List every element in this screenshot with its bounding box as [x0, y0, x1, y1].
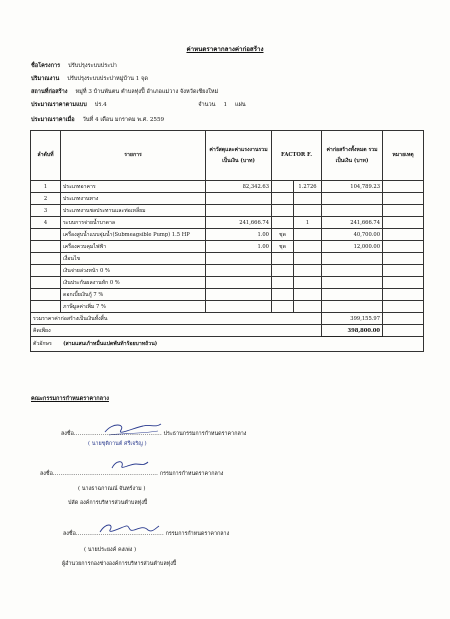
row-cost-cell [206, 289, 272, 301]
row-item-cell: ประเภทอาคาร [61, 181, 206, 193]
row-total-cell [322, 193, 383, 205]
row-factor-cell [294, 241, 322, 253]
row-no-cell [31, 277, 61, 289]
row-factor-cell [294, 253, 322, 265]
quantity-label: ปริมาณงาน [31, 76, 60, 82]
rounded-value: 398,800.00 [322, 325, 383, 337]
signature-3-name: ( นายประยงค์ คงเพ่ง ) [84, 547, 137, 553]
row-factor-cell [294, 193, 322, 205]
signature-line-3: ลงชื่อ.............................................. กรรมการกำหนดราคากลาง [63, 531, 230, 537]
row-factor-cell [294, 277, 322, 289]
row-total-cell [322, 289, 383, 301]
signature-3-prefix: ลงชื่อ [63, 531, 76, 537]
row-item-cell: เงินประกันผลงานหัก 0 % [61, 277, 206, 289]
table-row [31, 229, 424, 241]
row-factor-cell [294, 229, 322, 241]
row-factor-cell: 1.2726 [294, 181, 322, 193]
row-note-cell [383, 229, 424, 241]
row-cost-cell [206, 205, 272, 217]
committee-title: คณะกรรมการกำหนดราคากลาง [31, 396, 109, 402]
words-cell [31, 337, 424, 352]
row-cost-cell [206, 277, 272, 289]
signature-1-name: ( นายชุติกานต์ ศรีเจริญ ) [88, 441, 147, 447]
row-no-cell: 2 [31, 193, 61, 205]
row-no-cell [31, 229, 61, 241]
header-item: รายการ [61, 131, 206, 181]
sum-row [31, 313, 424, 325]
form-label: ประมาณราคาตามแบบ [31, 102, 87, 108]
signature-2-prefix: ลงชื่อ [40, 471, 53, 477]
quantity-line [31, 75, 148, 83]
form-count-value: 1 [223, 102, 228, 108]
words-value: (สามแสนเก้าหมื่นแปดพันท้าร้อยบาทถ้วน) [63, 341, 158, 347]
row-item-cell: เงื่อนไข [61, 253, 206, 265]
signature-1-role: ประธานกรรมการกำหนดราคากลาง [163, 431, 247, 437]
form-value: ปร.4 [94, 102, 107, 108]
row-item-cell: เงินจ่ายล่วงหน้า 0 % [61, 265, 206, 277]
row-item-cell: ดอกเบี้ยเงินกู้ 7 % [61, 289, 206, 301]
row-no-cell: 4 [31, 217, 61, 229]
date-label: ประมาณราคาเมื่อ [31, 117, 75, 123]
row-no-cell [31, 289, 61, 301]
signature-line-1: ลงชื่อ.............................................. ประธานกรรมการกำหนดราคากลาง [61, 431, 247, 437]
rounded-note [383, 325, 424, 337]
table-row [31, 193, 424, 205]
form-line [31, 101, 246, 109]
row-total-cell [322, 253, 383, 265]
signature-2-name: ( นางธาฉกาณณ์ จันทร์งาม ) [78, 486, 146, 492]
signature-2-role: กรรมการกำหนดราคากลาง [159, 471, 224, 477]
date-value: วันที่ 4 เดือน มกราคม พ.ศ. 2559 [82, 117, 165, 123]
row-note-cell [383, 217, 424, 229]
row-total-cell [322, 277, 383, 289]
date-line [31, 116, 164, 124]
row-cost-cell: 1.00 [206, 241, 272, 253]
cost-table [30, 130, 424, 352]
row-note-cell [383, 289, 424, 301]
row-cost-cell [206, 265, 272, 277]
header-factor: FACTOR F. [272, 131, 322, 181]
signature-3-role: กรรมการกำหนดราคากลาง [165, 531, 230, 537]
row-note-cell [383, 301, 424, 313]
row-total-cell [322, 265, 383, 277]
row-factor-cell: 1 [294, 217, 322, 229]
document-title: ค่าหนดราคากลางค่าก่อสร้าง [186, 46, 264, 53]
project-label: ชื่อโครงการ [31, 63, 61, 69]
form-count-unit: แผ่น [235, 102, 246, 108]
row-note-cell [383, 205, 424, 217]
words-row [31, 337, 424, 352]
row-cost-cell [206, 301, 272, 313]
row-item-cell: ประเภทงานชลประทานและท่อเหลี่ยม [61, 205, 206, 217]
row-unit-cell [272, 289, 294, 301]
table-row [31, 181, 424, 193]
location-value: หมู่ที่ 3 บ้านพันตน ตำบลทุ่งปี้ อำเภอแม่วาง จังหวัดเชียงใหม่ [75, 89, 219, 95]
row-unit-cell [272, 217, 294, 229]
header-cost: ค่าวัสดุและค่าแรงงานรวมเป็นเงิน (บาท) [206, 131, 272, 181]
table-row [31, 217, 424, 229]
row-cost-cell [206, 193, 272, 205]
row-unit-cell [272, 265, 294, 277]
row-factor-cell [294, 205, 322, 217]
row-note-cell [383, 193, 424, 205]
table-header-row [31, 131, 424, 181]
signature-line-2: ลงชื่อ....................................................... กรรมการกำหนดราคากลาง [40, 471, 224, 477]
sum-label: รวมราคาค่าก่อสร้างเป็นเงินทั้งสิ้น [31, 313, 322, 325]
form-count-label: จำนวน [198, 102, 216, 108]
row-cost-cell: 82,342.63 [206, 181, 272, 193]
row-total-cell: 104,789.23 [322, 181, 383, 193]
row-total-cell [322, 301, 383, 313]
row-unit-cell [272, 277, 294, 289]
row-unit-cell [272, 181, 294, 193]
row-unit-cell: ชุด [272, 229, 294, 241]
row-total-cell: 12,000.00 [322, 241, 383, 253]
row-unit-cell: ชุด [272, 241, 294, 253]
row-no-cell [31, 265, 61, 277]
row-total-cell: 241,666.74 [322, 217, 383, 229]
header-total: ค่าก่อสร้างทั้งหมด รวมเป็นเงิน (บาท) [322, 131, 383, 181]
row-note-cell [383, 181, 424, 193]
table-row [31, 241, 424, 253]
quantity-value: ปรับปรุงระบบประปาหมู่บ้าน 1 จุด [67, 76, 148, 82]
table-body [31, 181, 424, 313]
row-unit-cell [272, 301, 294, 313]
table-row [31, 253, 424, 265]
row-unit-cell [272, 205, 294, 217]
row-cost-cell [206, 253, 272, 265]
signature-2-position: ปลัด องค์การบริหารส่วนตำบลทุ่งปี้ [68, 500, 148, 506]
row-item-cell: ภาษีมูลค่าเพิ่ม 7 % [61, 301, 206, 313]
table-row [31, 265, 424, 277]
signature-3-position: ผู้อำนวยการกองช่างองค์การบริหารส่วนตำบลทุ่งปี้ [62, 561, 177, 567]
row-item-cell: ประเภทงานทาง [61, 193, 206, 205]
location-label: สถานที่ก่อสร้าง [31, 89, 68, 95]
row-no-cell: 3 [31, 205, 61, 217]
row-no-cell [31, 301, 61, 313]
row-item-cell: เครื่องควบคุมไฟฟ้า [61, 241, 206, 253]
rounded-label: คิดเพียง [31, 325, 322, 337]
row-factor-cell [294, 265, 322, 277]
project-line [31, 62, 117, 70]
words-label: ตัวอักษร [33, 341, 52, 347]
row-factor-cell [294, 301, 322, 313]
signature-1-prefix: ลงชื่อ [61, 431, 74, 437]
header-note: หมายเหตุ [383, 131, 424, 181]
table-row [31, 301, 424, 313]
row-note-cell [383, 277, 424, 289]
row-no-cell [31, 253, 61, 265]
row-note-cell [383, 241, 424, 253]
row-no-cell [31, 241, 61, 253]
row-item-cell: ระบบการจ่ายน้ำบาดาล [61, 217, 206, 229]
row-total-cell: 40,700.00 [322, 229, 383, 241]
row-cost-cell: 241,666.74 [206, 217, 272, 229]
project-value: ปรับปรุงระบบประปา [68, 63, 117, 69]
row-unit-cell [272, 253, 294, 265]
sum-value: 399,155.97 [322, 313, 383, 325]
row-no-cell: 1 [31, 181, 61, 193]
table-row [31, 277, 424, 289]
row-note-cell [383, 265, 424, 277]
row-note-cell [383, 253, 424, 265]
rounded-row [31, 325, 424, 337]
location-line [31, 88, 218, 96]
header-no: ลำดับที่ [31, 131, 61, 181]
row-unit-cell [272, 193, 294, 205]
row-cost-cell: 1.00 [206, 229, 272, 241]
table-row [31, 289, 424, 301]
row-item-cell: เครื่องสูบน้ำแบบจุ่มน้ำ(Submeagsible Pump) 1.5 HP [61, 229, 206, 241]
table-row [31, 205, 424, 217]
row-total-cell [322, 205, 383, 217]
sum-note [383, 313, 424, 325]
row-factor-cell [294, 289, 322, 301]
